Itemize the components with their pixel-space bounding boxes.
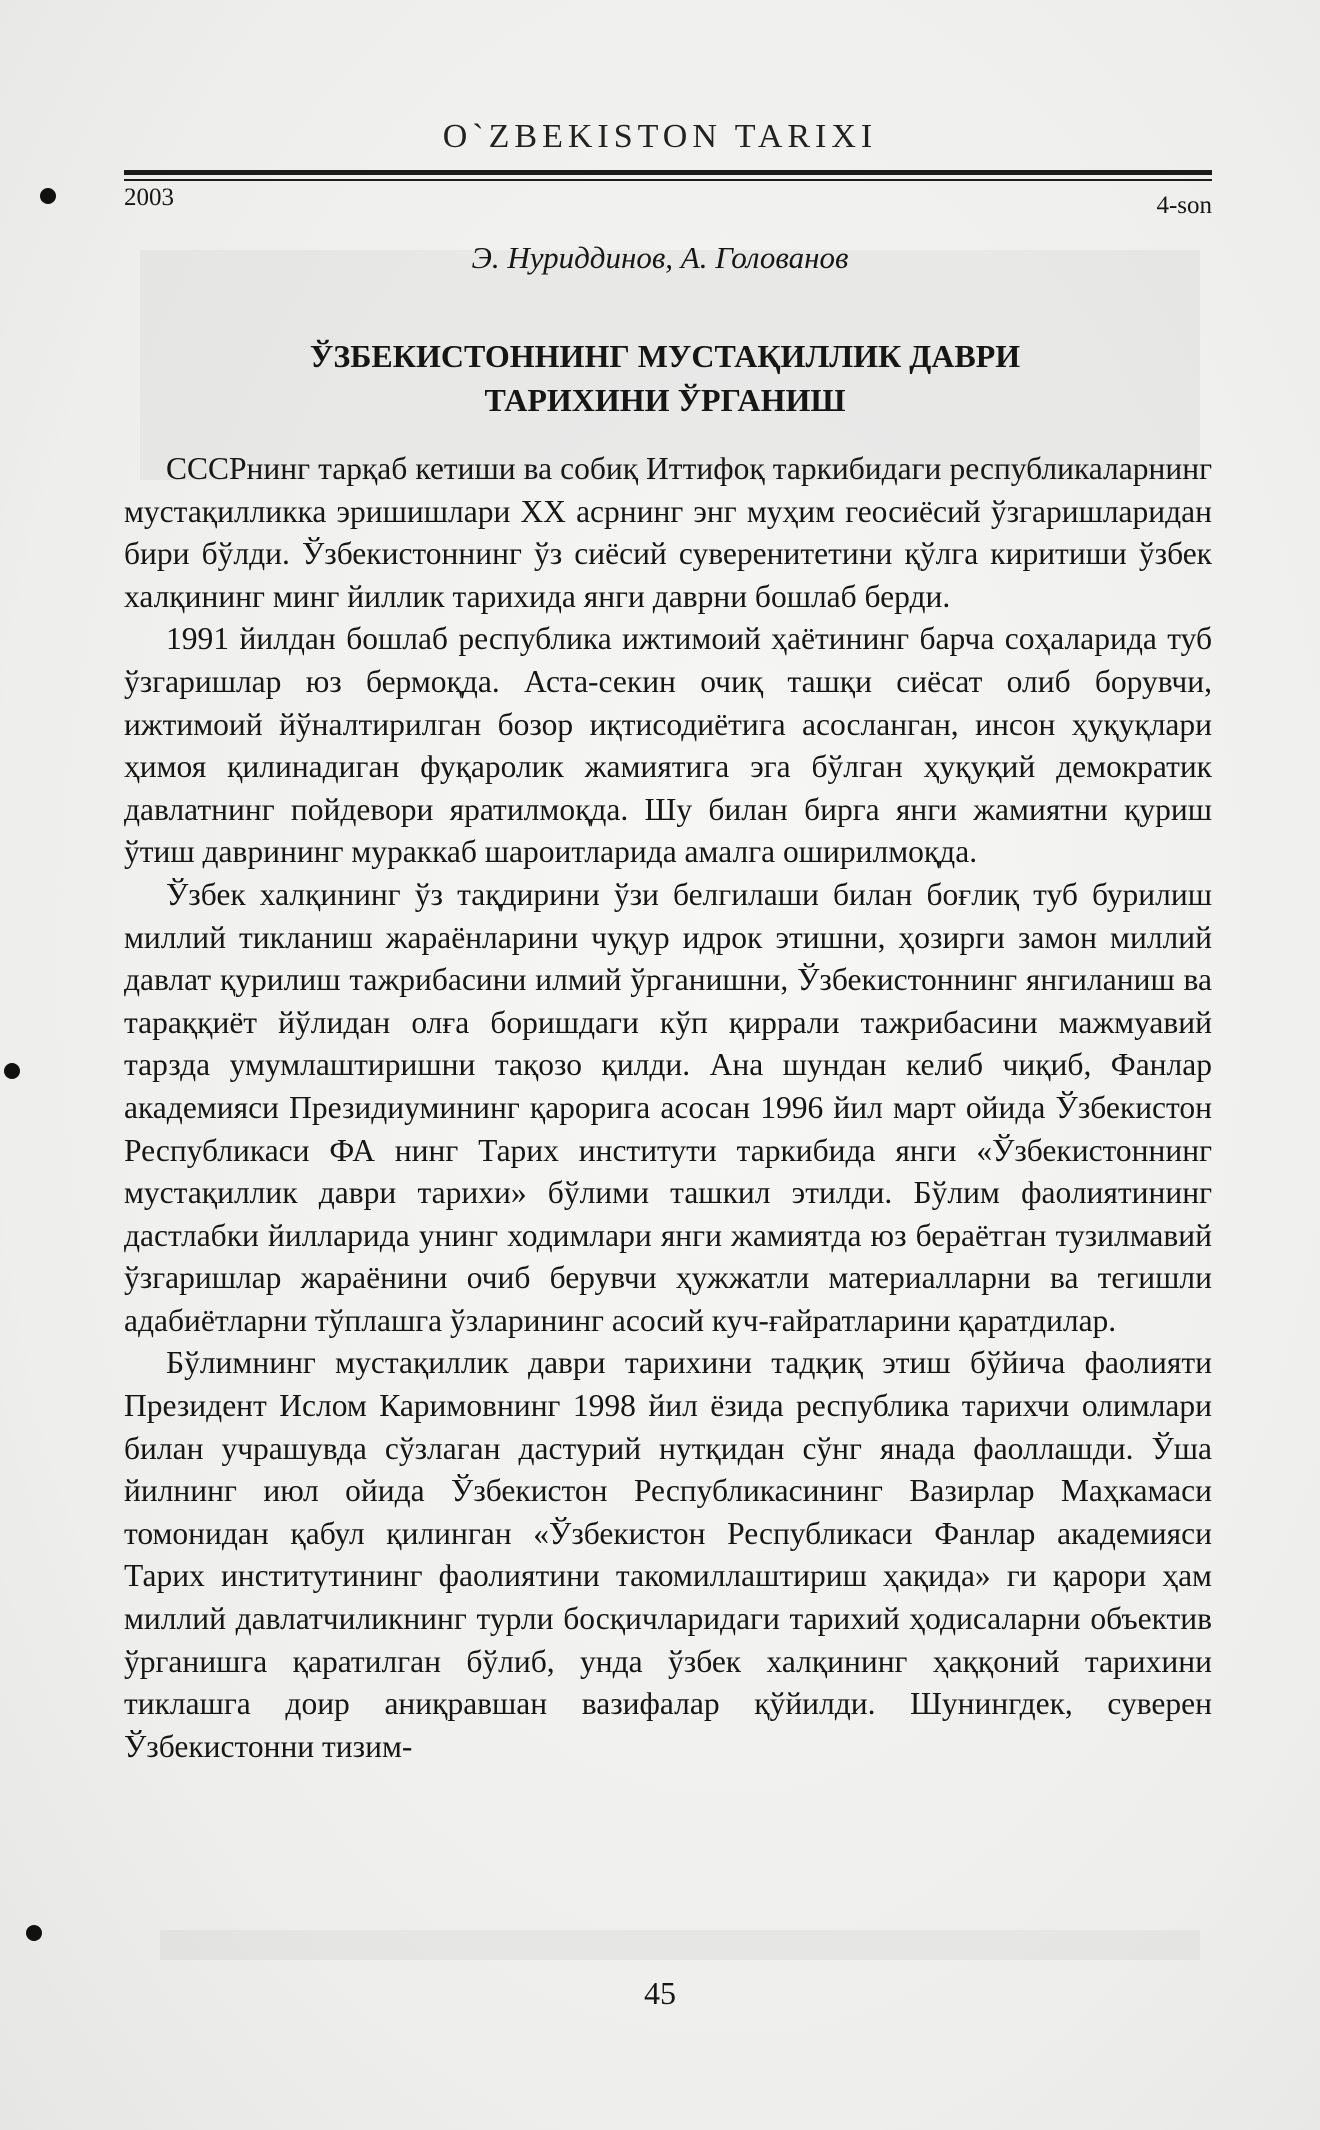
body-paragraph-2: 1991 йилдан бошлаб республика ижтимоий ҳаётининг барча соҳаларида туб ўзгаришлар юз бермоқда. Аста-секин очиқ ташқи сиёсат олиб борувчи, ижтимоий йўналтирилган бозор иқтисодиётига асосланган, инсон ҳуқуқлари ҳимоя қилинадиган фуқаролик жамиятига эга бўлган ҳуқуқий демократик давлатнинг пойдевори яратилмоқда. Шу билан бирга янги жамиятни қуриш ўтиш даврининг мураккаб шароитларида амалга оширилмоқда. (124, 621, 1212, 870)
body-paragraph-1: СССРнинг тарқаб кетиши ва собиқ Иттифоқ таркибидаги республикаларнинг мустақилликка эришишлари XX асрнинг энг муҳим геосиёсий ўзгаришларидан бири бўлди. Ўзбекистоннинг ўз сиёсий суверенитетини қўлга киритиши ўзбек халқининг минг йиллик тарихида янги даврни бошлаб берди. (124, 451, 1212, 614)
punch-hole (26, 1925, 42, 1941)
article-title-line-1: ЎЗБЕКИСТОННИНГ МУСТАҚИЛЛИК ДАВРИ (309, 338, 1021, 374)
issue-number: 4-son (1156, 192, 1212, 219)
body-paragraph-3: Ўзбек халқининг ўз тақдирини ўзи белгилаши билан боғлиқ туб бурилиш миллий тикланиш жараёнларини чуқур идрок этишни, ҳозирги замон миллий давлат қурилиш тажрибасини илмий ўрганишни, Ўзбекистоннинг янгиланиш ва тараққиёт йўлидан олға боришдаги кўп қиррали тажрибасини мажмуавий тарзда умумлаштиришни тақозо қилди. Ана шундан келиб чиқиб, Фанлар академияси Президиумининг қарорига асосан 1996 йил март ойида Ўзбекистон Республикаси ФА нинг Тарих институти таркибида янги «Ўзбекистоннинг мустақиллик даври тарихи» бўлими ташкил этилди. Бўлим фаолиятининг дастлабки йилларида унинг ходимлари янги жамиятда юз бераётган тузилмавий ўзгаришлар жараёнини очиб берувчи ҳужжатли материалларни ва тегишли адабиётларни тўплашга ўзларининг асосий куч-ғайратларини қаратдилар. (124, 876, 1212, 1338)
article-body (124, 448, 1212, 1768)
body-paragraph-4: Бўлимнинг мустақиллик даври тарихини тадқиқ этиш бўйича фаолияти Президент Ислом Каримовнинг 1998 йил ёзида республика тарихчи олимлари билан учрашувда сўзлаган дастурий нутқидан сўнг янада фаоллашди. Ўша йилнинг июл ойида Ўзбекистон Республикасининг Вазирлар Маҳкамаси томонидан қабул қилинган «Ўзбекистон Республикаси Фанлар академияси Тарих институтининг фаолиятини такомиллаштириш ҳақида» ги қарори ҳам миллий давлатчиликнинг турли босқичларидаги тарихий ҳодисаларни объектив ўрганишга қаратилган бўлиб, унда ўзбек халқининг ҳаққоний тарихини тиклашга доир аниқравшан вазифалар қўйилди. Шунингдек, суверен Ўзбекистонни тизим- (124, 1345, 1212, 1764)
header-rule (124, 170, 1212, 175)
article-title (0, 334, 1320, 422)
issue-year: 2003 (124, 184, 174, 211)
page-number: 45 (644, 1975, 676, 2011)
article-title-line-2: ТАРИХИНИ ЎРГАНИШ (484, 382, 846, 418)
journal-title: O`ZBEKISTON TARIXI (442, 118, 878, 155)
article-authors: Э. Нуриддинов, А. Голованов (471, 240, 849, 275)
bleed-through-shadow (160, 1930, 1200, 1960)
punch-hole (4, 1063, 20, 1079)
punch-hole (40, 188, 56, 204)
header-rule-thin (124, 179, 1212, 181)
